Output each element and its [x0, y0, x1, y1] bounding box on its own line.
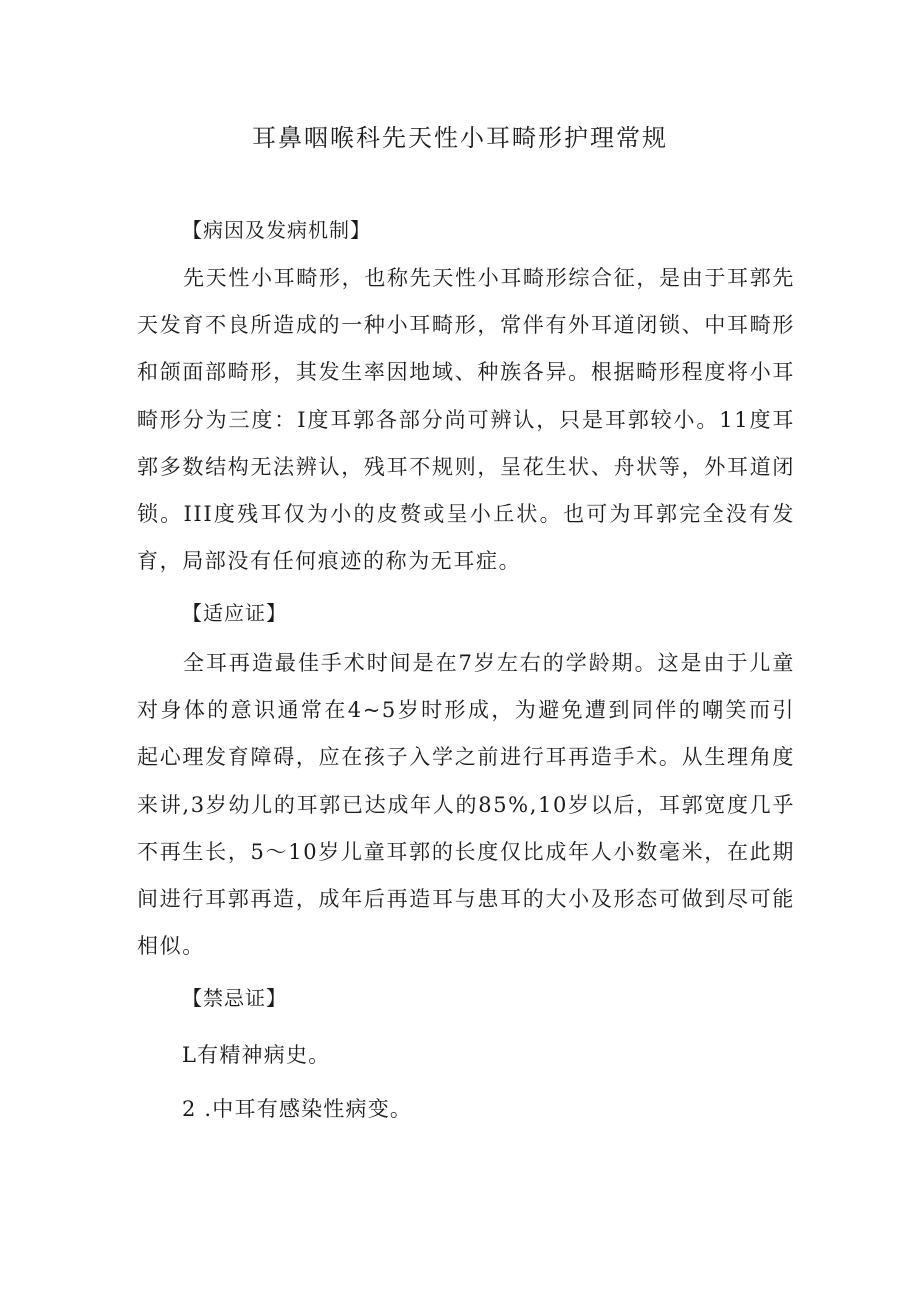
- document-title: 耳鼻咽喉科先天性小耳畸形护理常规: [252, 124, 668, 152]
- section-heading-etiology: 【病因及发病机制】: [182, 218, 371, 242]
- section-heading-indications: 【适应证】: [182, 601, 287, 625]
- section-body-etiology: 先天性小耳畸形，也称先天性小耳畸形综合征，是由于耳郭先天发育不良所造成的一种小耳畸形，常伴有外耳道闭锁、中耳畸形和颌面部畸形，其发生率因地域、种族各异。根据畸形程度将小耳畸形分为三度：I度耳郭各部分尚可辨认，只是耳郭较小。11度耳郭多数结构无法辨认，残耳不规则，呈花生状、舟状等，外耳道闭锁。III度残耳仅为小的皮赘或呈小丘状。也可为耳郭完全没有发育，局部没有任何痕迹的称为无耳症。: [137, 266, 795, 574]
- section-body-indications: 全耳再造最佳手术时间是在7岁左右的学龄期。这是由于儿童对身体的意识通常在4~5岁时形成，为避免遭到同伴的嘲笑而引起心理发育障碍，应在孩子入学之前进行耳再造手术。从生理角度来讲,3岁幼儿的耳郭已达成年人的85%,10岁以后，耳郭宽度几乎不再生长，5～10岁儿童耳郭的长度仅比成年人小数毫米，在此期间进行耳郭再造，成年后再造耳与患耳的大小及形态可做到尽可能相似。: [137, 651, 795, 959]
- contraindication-item: L有精神病史。: [182, 1043, 331, 1067]
- contraindication-item: 2 .中耳有感染性病变。: [182, 1097, 413, 1121]
- section-heading-contraindications: 【禁忌证】: [182, 986, 287, 1010]
